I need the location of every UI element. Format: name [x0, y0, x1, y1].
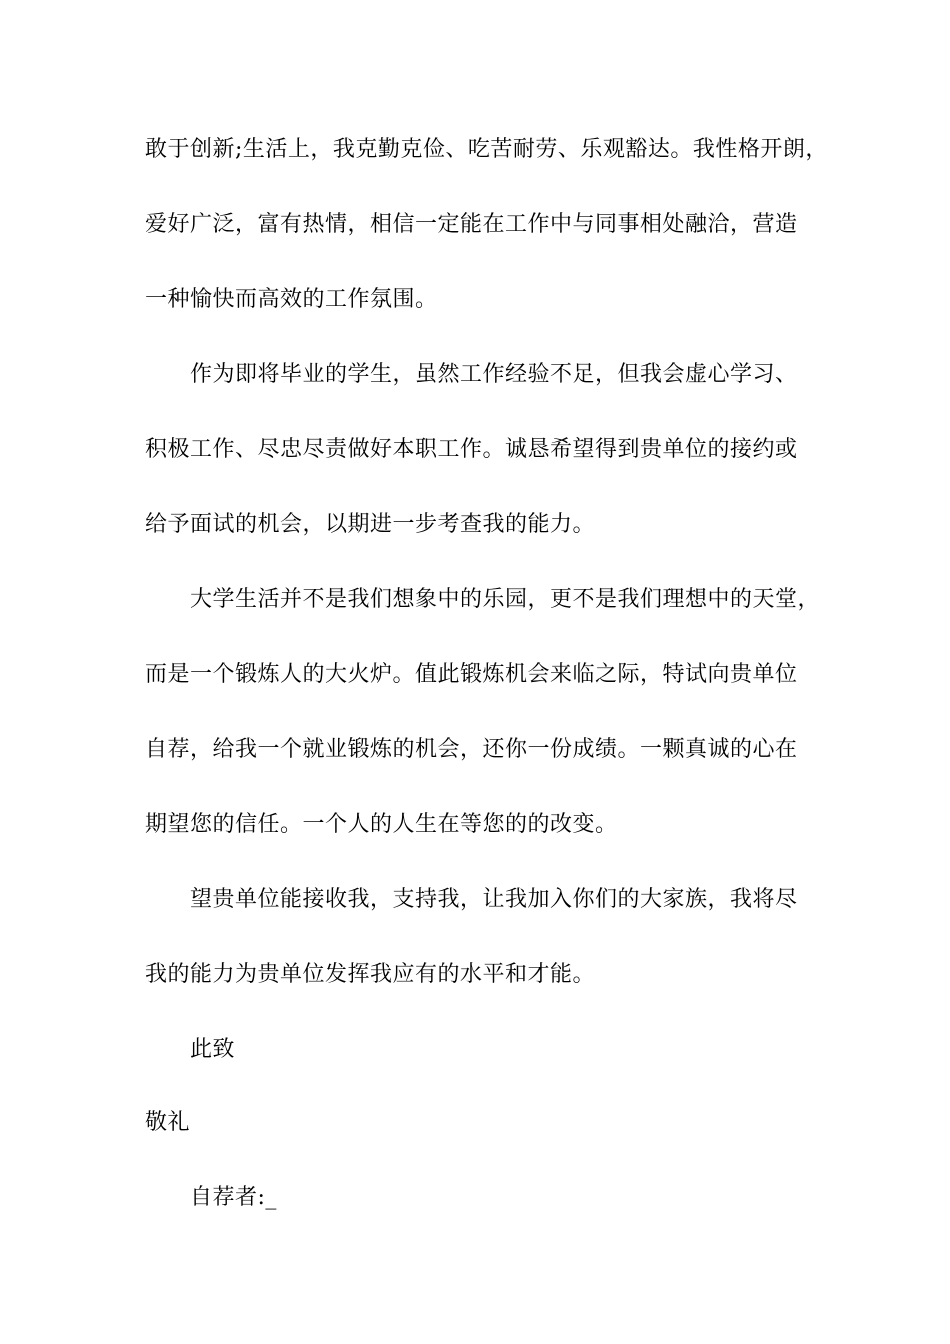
paragraph-3-line-1: 大学生活并不是我们想象中的乐园，更不是我们理想中的天堂，: [190, 587, 821, 612]
paragraph-2-line-1: 作为即将毕业的学生，虽然工作经验不足，但我会虚心学习、: [190, 362, 798, 387]
paragraph-3-line-4: 期望您的信任。一个人的人生在等您的的改变。: [145, 812, 618, 837]
paragraph-3-line-3: 自荐，给我一个就业锻炼的机会，还你一份成绩。一颗真诚的心在: [145, 737, 798, 762]
signature-line: 自荐者:_: [190, 1185, 277, 1210]
closing-salutation: 此致: [190, 1037, 236, 1062]
paragraph-2-line-3: 给予面试的机会，以期进一步考查我的能力。: [145, 512, 596, 537]
paragraph-4-line-2: 我的能力为贵单位发挥我应有的水平和才能。: [145, 962, 596, 987]
paragraph-1-line-1: 敢于创新;生活上，我克勤克俭、吃苦耐劳、乐观豁达。我性格开朗，: [145, 137, 828, 162]
paragraph-1-line-2: 爱好广泛，富有热情，相信一定能在工作中与同事相处融洽，营造: [145, 212, 798, 237]
closing-regards: 敬礼: [145, 1110, 191, 1135]
paragraph-2-line-2: 积极工作、尽忠尽责做好本职工作。诚恳希望得到贵单位的接约或: [145, 437, 798, 462]
paragraph-1-line-3: 一种愉快而高效的工作氛围。: [145, 287, 438, 312]
paragraph-4-line-1: 望贵单位能接收我，支持我，让我加入你们的大家族，我将尽: [190, 887, 798, 912]
paragraph-3-line-2: 而是一个锻炼人的大火炉。值此锻炼机会来临之际，特试向贵单位: [145, 662, 798, 687]
